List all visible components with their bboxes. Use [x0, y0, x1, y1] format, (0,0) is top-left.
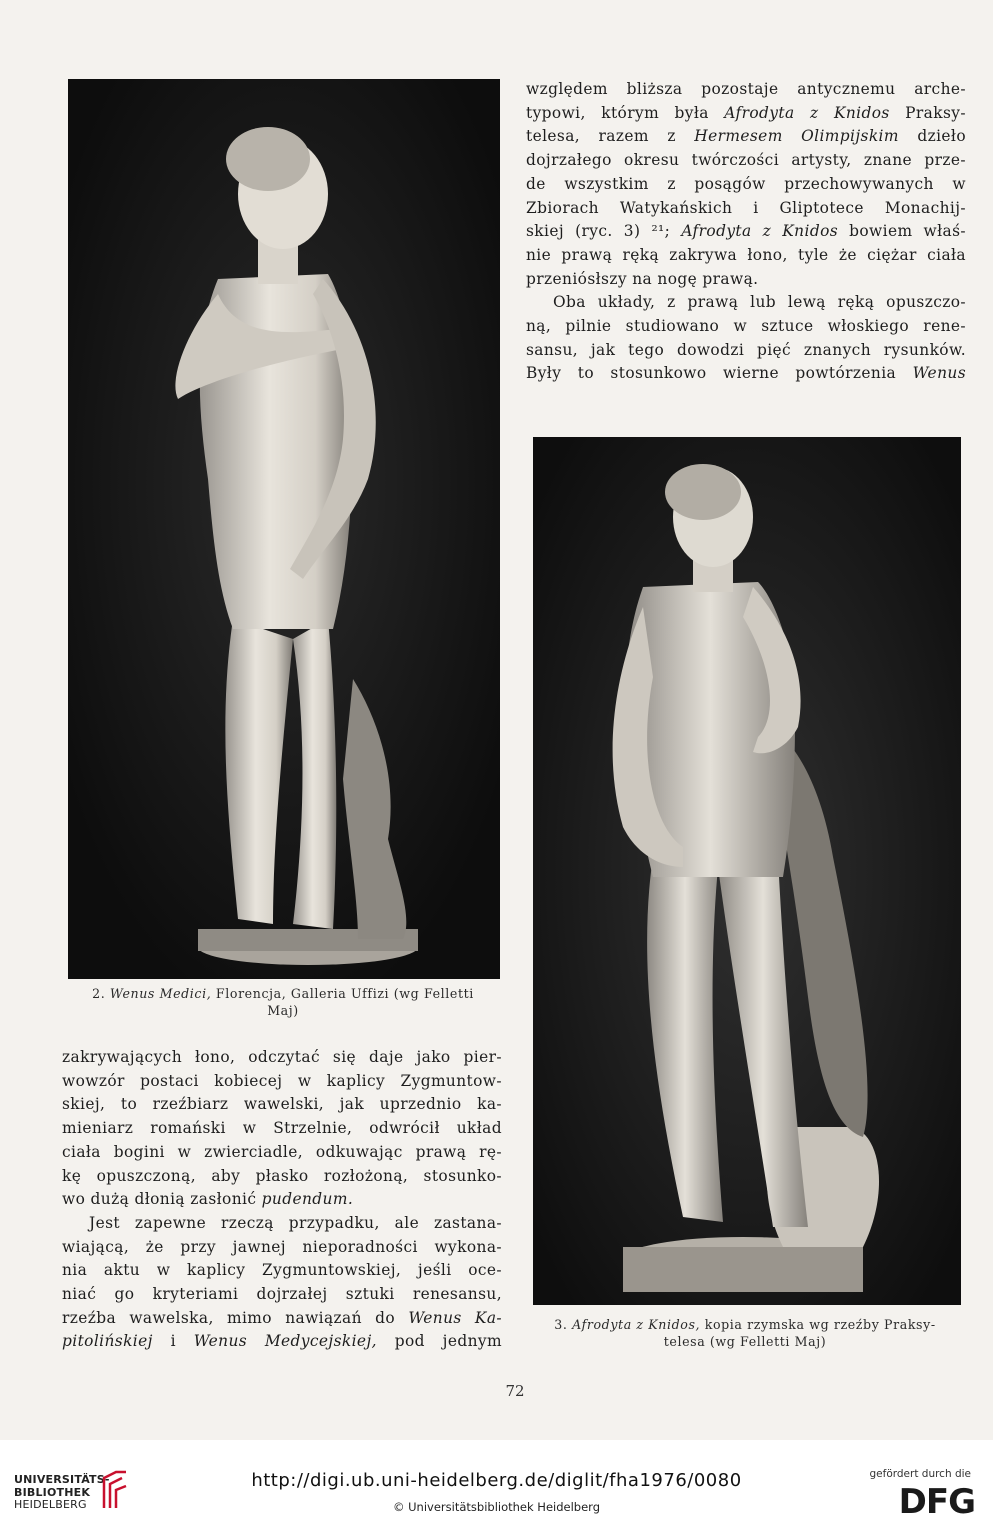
figure-caption-2 — [62, 985, 504, 1019]
text-line: zakrywających łono, odczytać się daje jako pier- — [62, 1048, 502, 1066]
dfg-logo: DFG — [898, 1482, 975, 1522]
caption-line: 2. Wenus Medici, Florencja, Galleria Uffizi (wg Felletti — [92, 986, 474, 1001]
text-line: ną, pilnie studiowano w sztuce włoskiego rene- — [526, 317, 966, 336]
digitization-footer — [0, 1440, 993, 1528]
text-line: sansu, jak tego dowodzi pięć znanych rysunków. — [526, 340, 966, 359]
body-text-right-column — [526, 78, 966, 386]
funded-by-label: gefördert durch die — [869, 1468, 971, 1480]
text-line: ciała bogini w zwierciadle, odkuwając prawą rę- — [62, 1142, 502, 1161]
statue-photo-left — [68, 79, 500, 979]
text-line: wo dużą dłonią zasłonić pudendum. — [62, 1190, 354, 1209]
copyright-notice: © Universitätsbibliothek Heidelberg — [392, 1500, 600, 1514]
text-line: wowzór postaci kobiecej w kaplicy Zygmuntow- — [62, 1071, 502, 1090]
text-line: kę opuszczoną, aby płasko rozłożoną, stosunko- — [62, 1166, 502, 1185]
caption-line: telesa (wg Felletti Maj) — [663, 1334, 827, 1349]
page-number: 72 — [505, 1382, 525, 1400]
body-text-left-column — [62, 1046, 502, 1354]
text-line: wiającą, że przy jawnej nieporadności wykona- — [62, 1237, 502, 1256]
text-line: pitolińskiej i Wenus Medycejskiej, pod jednym — [62, 1332, 502, 1351]
library-name-line1: UNIVERSITÄTS- — [14, 1473, 110, 1486]
text-line: skiej, to rzeźbiarz wawelski, jak uprzednio ka- — [62, 1095, 502, 1114]
text-line: Jest zapewne rzeczą przypadku, ale zastana- — [89, 1213, 502, 1232]
text-line: mieniarz romański w Strzelnie, odwrócił układ — [62, 1119, 502, 1138]
library-name-line3: HEIDELBERG — [14, 1498, 87, 1511]
text-line: przeniósłszy na nogę prawą. — [526, 269, 759, 288]
photo-afrodyta-z-knidos — [533, 437, 961, 1305]
text-line: dojrzałego okresu twórczości artysty, znane prze- — [526, 151, 966, 170]
text-line: rzeźba wawelska, mimo nawiązań do Wenus Ka- — [62, 1308, 502, 1327]
caption-line: 3. Afrodyta z Knidos, kopia rzymska wg rzeźby Praksy- — [554, 1317, 936, 1332]
figure-caption-3 — [524, 1316, 966, 1350]
text-line: Były to stosunkowo wierne powtórzenia Wenus — [526, 364, 966, 383]
source-url-link[interactable]: http://digi.ub.uni-heidelberg.de/diglit/fha1976/0080 — [251, 1470, 742, 1491]
text-line: nia aktu w kaplicy Zygmuntowskiej, jeśli oce- — [62, 1261, 502, 1280]
statue-photo-right — [533, 437, 961, 1305]
library-name-line2: BIBLIOTHEK — [14, 1485, 91, 1499]
text-line: niać go kryteriami dojrzałej sztuki renesansu, — [62, 1285, 502, 1304]
text-line: telesa, razem z Hermesem Olimpijskim dzieło — [526, 127, 966, 146]
text-line: nie prawą ręką zakrywa łono, tyle że ciężar ciała — [526, 245, 966, 264]
text-line: skiej (ryc. 3) ²¹; Afrodyta z Knidos bowiem właś- — [526, 222, 966, 241]
caption-line: Maj) — [267, 1003, 299, 1018]
text-line: typowi, którym była Afrodyta z Knidos Praksy- — [526, 103, 966, 122]
text-line: de wszystkim z posągów przechowywanych w — [526, 174, 966, 193]
text-line: względem bliższa pozostaje antycznemu arche- — [526, 80, 966, 98]
photo-wenus-medici — [68, 79, 500, 979]
text-line: Oba układy, z prawą lub lewą ręką opuszczo- — [553, 293, 966, 312]
text-line: Zbiorach Watykańskich i Gliptotece Monachij- — [526, 198, 966, 217]
